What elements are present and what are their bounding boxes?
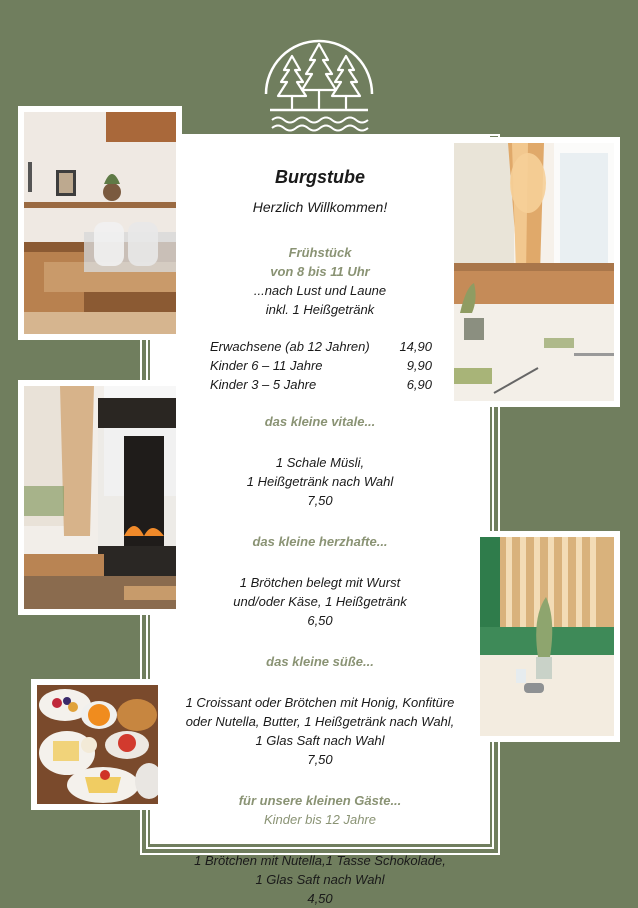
menu-title: Burgstube bbox=[275, 167, 365, 187]
price-row-kids-6-11 bbox=[150, 356, 490, 375]
sweet-line-1: 1 Croissant oder Brötchen mit Honig, Konfitüre bbox=[185, 695, 455, 710]
hearty-heading: das kleine herzhafte... bbox=[252, 534, 388, 549]
price-value: 6,90 bbox=[406, 377, 432, 392]
price-value: 14,90 bbox=[399, 339, 432, 354]
vital-line-2: 1 Heißgetränk nach Wahl bbox=[246, 474, 394, 489]
sweet-line-2: oder Nutella, Butter, 1 Heißgetränk nach Wahl, bbox=[185, 714, 455, 729]
menu-content bbox=[150, 136, 490, 908]
price-label: Kinder 6 – 11 Jahre bbox=[210, 358, 323, 373]
price-value: 9,90 bbox=[406, 358, 432, 373]
sweet-line-3: 1 Glas Saft nach Wahl bbox=[255, 733, 385, 748]
hearty-line-2: und/oder Käse, 1 Heißgetränk bbox=[233, 594, 407, 609]
sweet-price: 7,50 bbox=[307, 752, 333, 767]
photo-breakfast bbox=[31, 679, 164, 810]
photo-window-table bbox=[448, 137, 620, 407]
kids-line-2: 1 Glas Saft nach Wahl bbox=[255, 872, 385, 887]
kids-line-1: 1 Brötchen mit Nutella,1 Tasse Schokolade, bbox=[194, 853, 446, 868]
vital-price: 7,50 bbox=[307, 493, 333, 508]
breakfast-desc-2: inkl. 1 Heißgetränk bbox=[265, 302, 375, 317]
kids-heading: für unsere kleinen Gäste... bbox=[238, 793, 402, 808]
hearty-price: 6,50 bbox=[307, 613, 333, 628]
price-label: Erwachsene (ab 12 Jahren) bbox=[210, 339, 370, 354]
price-row-adults bbox=[150, 337, 490, 356]
price-label: Kinder 3 – 5 Jahre bbox=[210, 377, 317, 392]
kids-price: 4,50 bbox=[307, 891, 333, 906]
photo-table-flowers bbox=[474, 531, 620, 742]
kids-subheading: Kinder bis 12 Jahre bbox=[263, 812, 376, 827]
breakfast-heading: Frühstück bbox=[288, 245, 352, 260]
sweet-heading: das kleine süße... bbox=[266, 654, 374, 669]
vital-heading: das kleine vitale... bbox=[264, 414, 376, 429]
photo-kitchen-counter bbox=[18, 106, 182, 340]
hearty-line-1: 1 Brötchen belegt mit Wurst bbox=[239, 575, 401, 590]
price-row-kids-3-5 bbox=[150, 375, 490, 394]
breakfast-desc-1: ...nach Lust und Laune bbox=[253, 283, 387, 298]
breakfast-time: von 8 bis 11 Uhr bbox=[270, 264, 370, 279]
vital-line-1: 1 Schale Müsli, bbox=[275, 455, 365, 470]
forest-logo-icon bbox=[256, 30, 382, 134]
welcome-text: Herzlich Willkommen! bbox=[252, 199, 388, 215]
photo-fireplace bbox=[18, 380, 182, 615]
